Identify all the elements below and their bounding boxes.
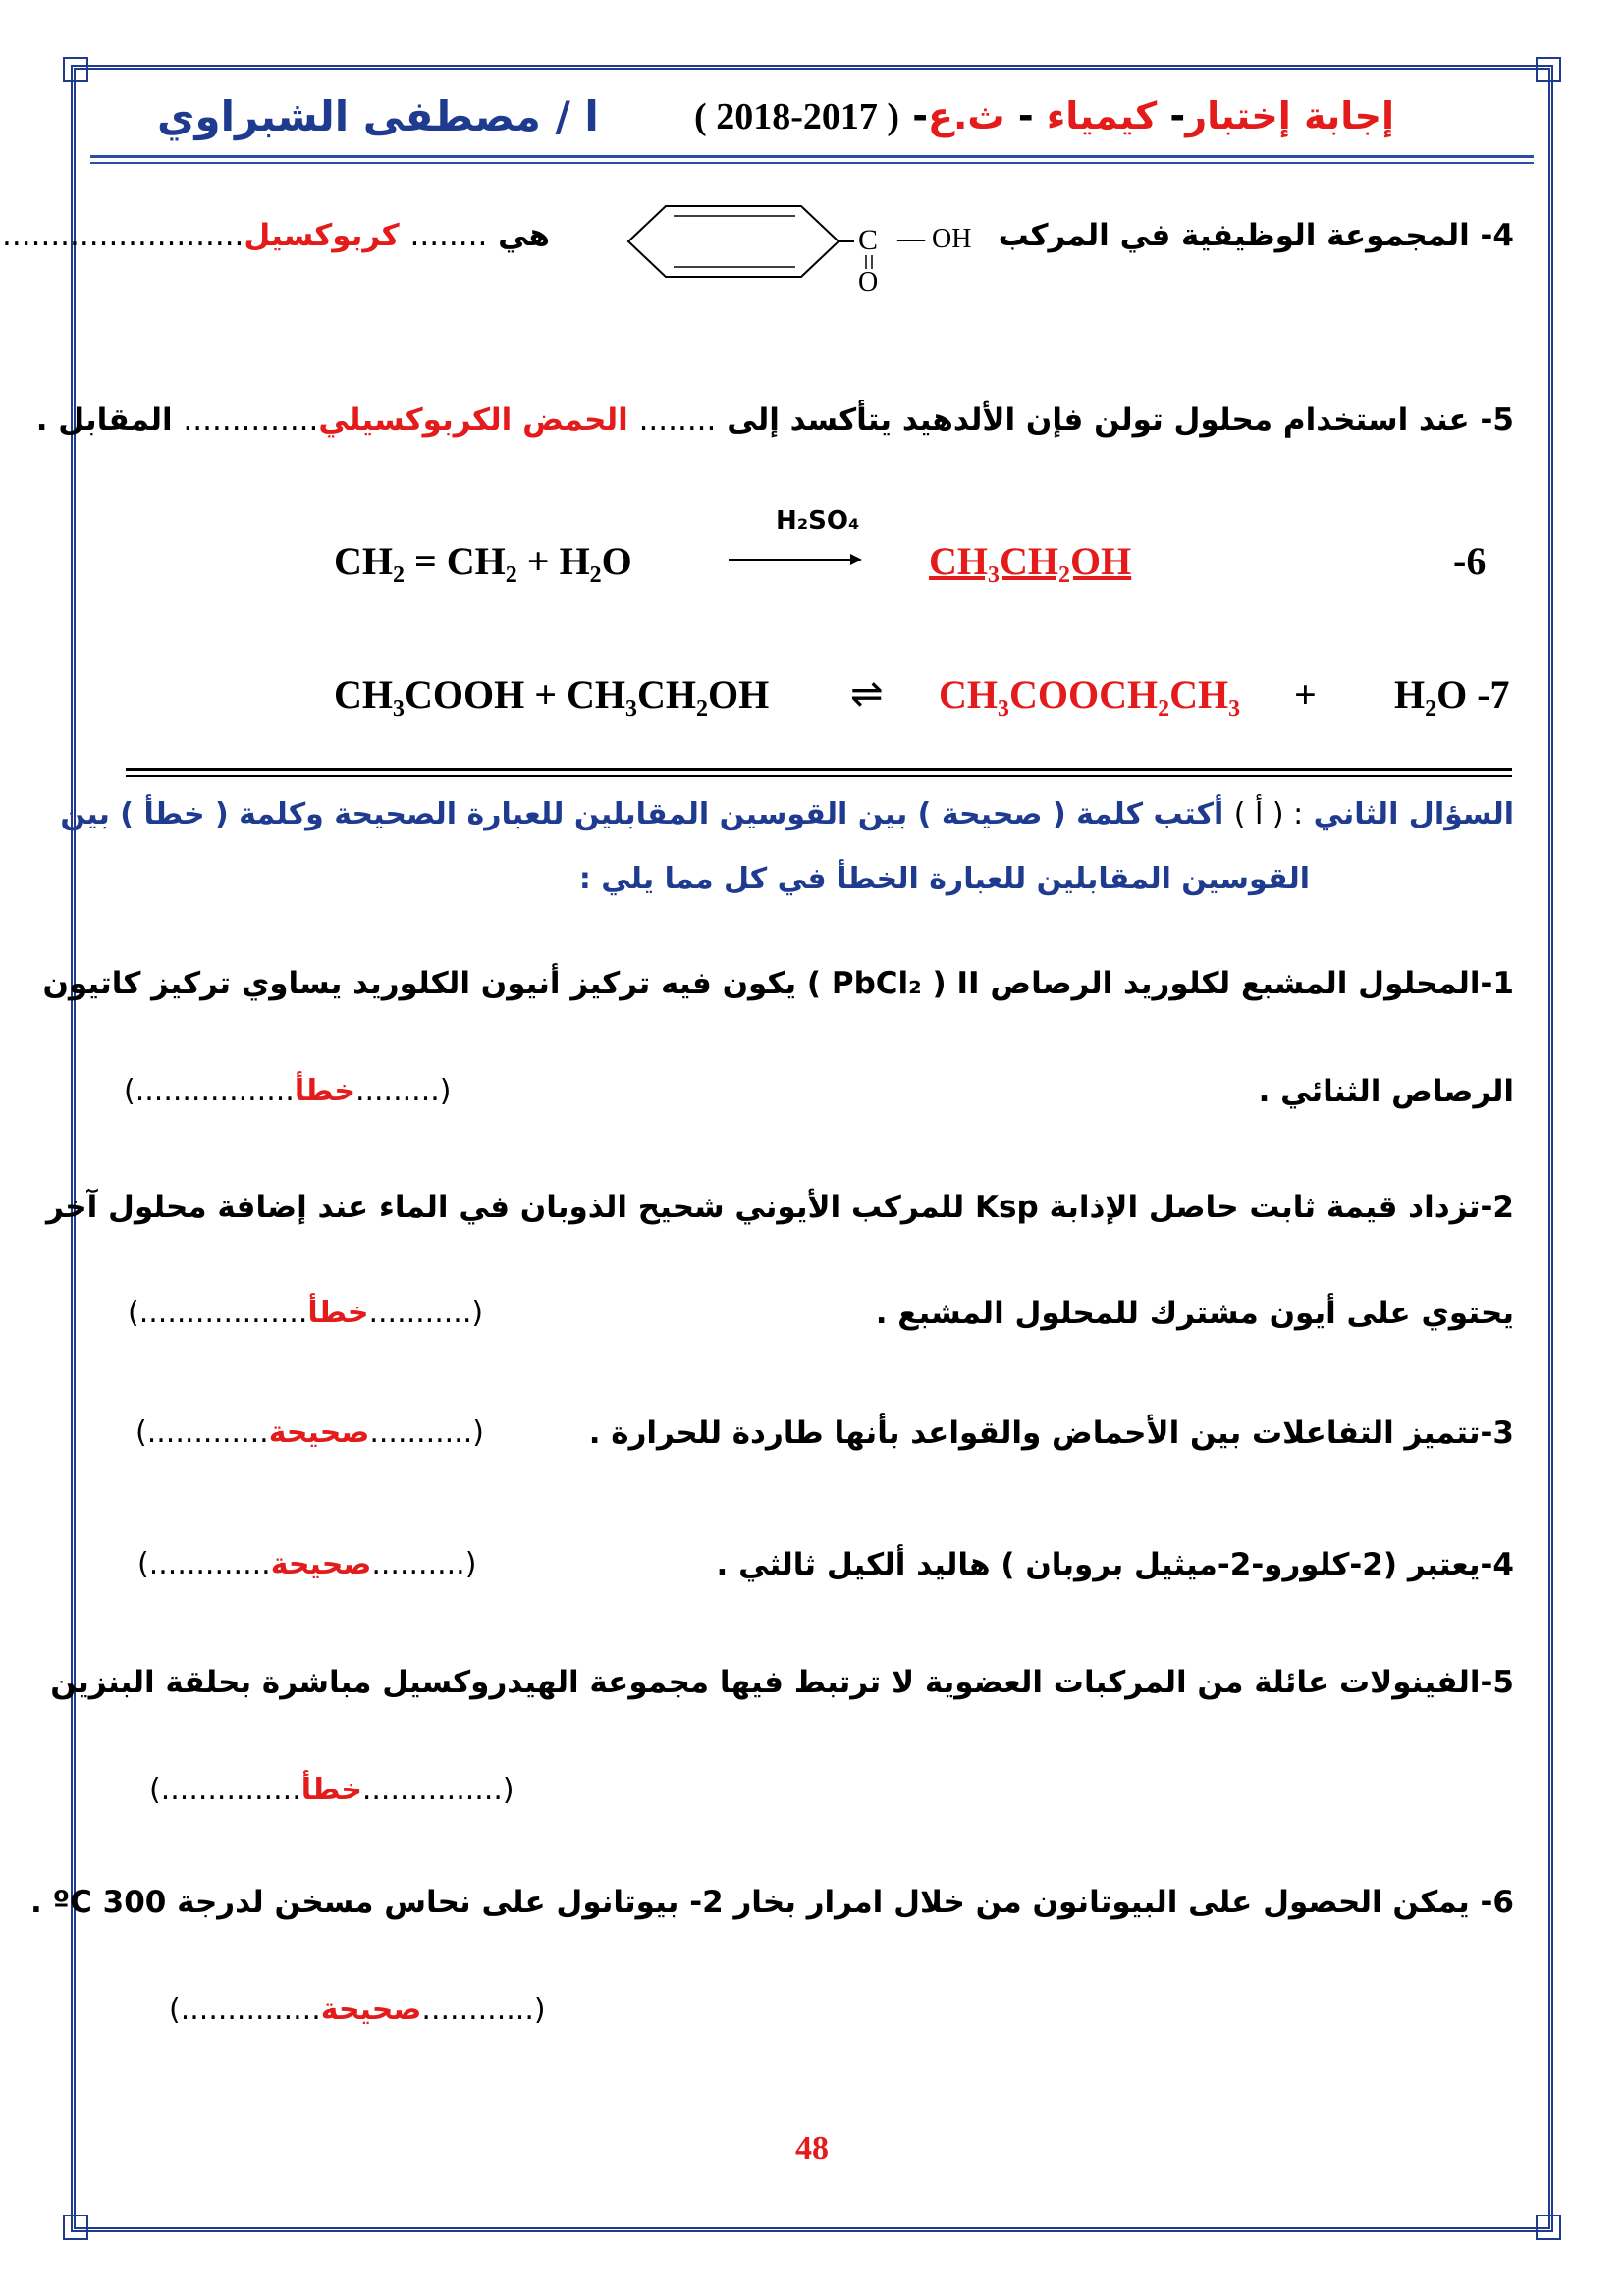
section-separator [126, 768, 1512, 771]
frame-corner [63, 2215, 88, 2240]
answer-1: (.................خطأ.........) [124, 1074, 452, 1108]
q4-line: 4- المجموعة الوظيفية في المركب [998, 218, 1514, 253]
q6-catalyst: H₂SO₄ [776, 507, 860, 536]
statement-6: 6- يمكن الحصول على البيوتانون من خلال امرار بخار 2- بيوتانول على نحاس مسخن لدرجة 300 ºC . [30, 1885, 1514, 1920]
arrow-icon [727, 550, 864, 569]
author-name: ا / مصطفى الشبراوي [157, 92, 599, 140]
carbon-atom: C [858, 224, 879, 256]
statement-2: 2-تزداد قيمة ثابت حاصل الإذابة Ksp للمركب الأيوني شحيح الذوبان في الماء عند إضافة محلول آخر [46, 1190, 1514, 1225]
statement-5: 5-الفينولات عائلة من المركبات العضوية لا ترتبط فيها مجموعة الهيدروكسيل مباشرة بحلقة البنزين [50, 1665, 1514, 1700]
statement-1: 1-المحلول المشبع لكلوريد الرصاص PbCl₂ ) II ) يكون فيه تركيز أنيون الكلوريد يساوي تركيز كاتيون [42, 966, 1514, 1001]
hydroxyl-group: — OH [897, 224, 972, 254]
q7-reactants: CH₃COOH + CH₃CH₂OH [334, 672, 770, 717]
statement-2-cont: يحتوي على أيون مشترك للمحلول المشبع . [875, 1296, 1514, 1331]
header-rule [90, 155, 1534, 158]
frame-corner [63, 57, 88, 82]
statement-1-cont: الرصاص الثنائي . [1258, 1074, 1514, 1109]
page-header [98, 86, 1522, 145]
answer-5: (...............خطأ...............) [149, 1773, 514, 1807]
frame-corner [1536, 2215, 1561, 2240]
header-rule [90, 162, 1534, 164]
statement-4: 4-يعتبر (2-كلورو-2-ميثيل بروبان ) هاليد ألكيل ثالثي . [716, 1547, 1514, 1582]
section-separator [126, 775, 1512, 777]
benzene-ring [628, 206, 839, 277]
exam-title: إجابة إختبار- كيمياء - ث.ع- ( 2017-2018 ) [694, 94, 1394, 137]
answer-2: (..................خطأ...........) [128, 1296, 484, 1330]
benzoic-acid-structure [619, 194, 1041, 293]
frame-corner [1536, 57, 1561, 82]
q7-plus: + [1294, 672, 1317, 717]
answer-3: (.............صحيحة...........) [135, 1415, 484, 1450]
answer-6: (...............صحيحة............) [169, 1993, 546, 2027]
q6-number: -6 [1453, 539, 1487, 583]
equilibrium-arrow-icon: ⇌ [850, 671, 884, 717]
answer-4: (.............صحيحة..........) [137, 1547, 477, 1581]
q7-water: H₂O -7 [1394, 672, 1510, 717]
part2-instruction: القوسين المقابلين للعبارة الخطأ في كل مما يلي : [578, 862, 1310, 896]
oxygen-atom: O [858, 267, 879, 293]
q4-answer: هي ........ كربوكسيل......................... [2, 218, 550, 253]
q6-product: CH₃CH₂OH [929, 539, 1132, 583]
statement-3: 3-تتميز التفاعلات بين الأحماض والقواعد بأنها طاردة للحرارة . [588, 1415, 1514, 1451]
q5-line: 5- عند استخدام محلول تولن فإن الألدهيد يتأكسد إلى ........ الحمض الكربوكسيلي.............. المقابل . [35, 402, 1514, 438]
page-number: 48 [795, 2130, 829, 2166]
part2-heading: السؤال الثاني : ( أ ) أكتب كلمة ( صحيحة ) بين القوسين المقابلين للعبارة الصحيحة وكلمة ( خطأ ) بين [60, 797, 1514, 831]
q7-product: CH₃COOCH₂CH₃ [939, 672, 1241, 717]
q6-reactants: CH₂ = CH₂ + H₂O [334, 539, 632, 583]
